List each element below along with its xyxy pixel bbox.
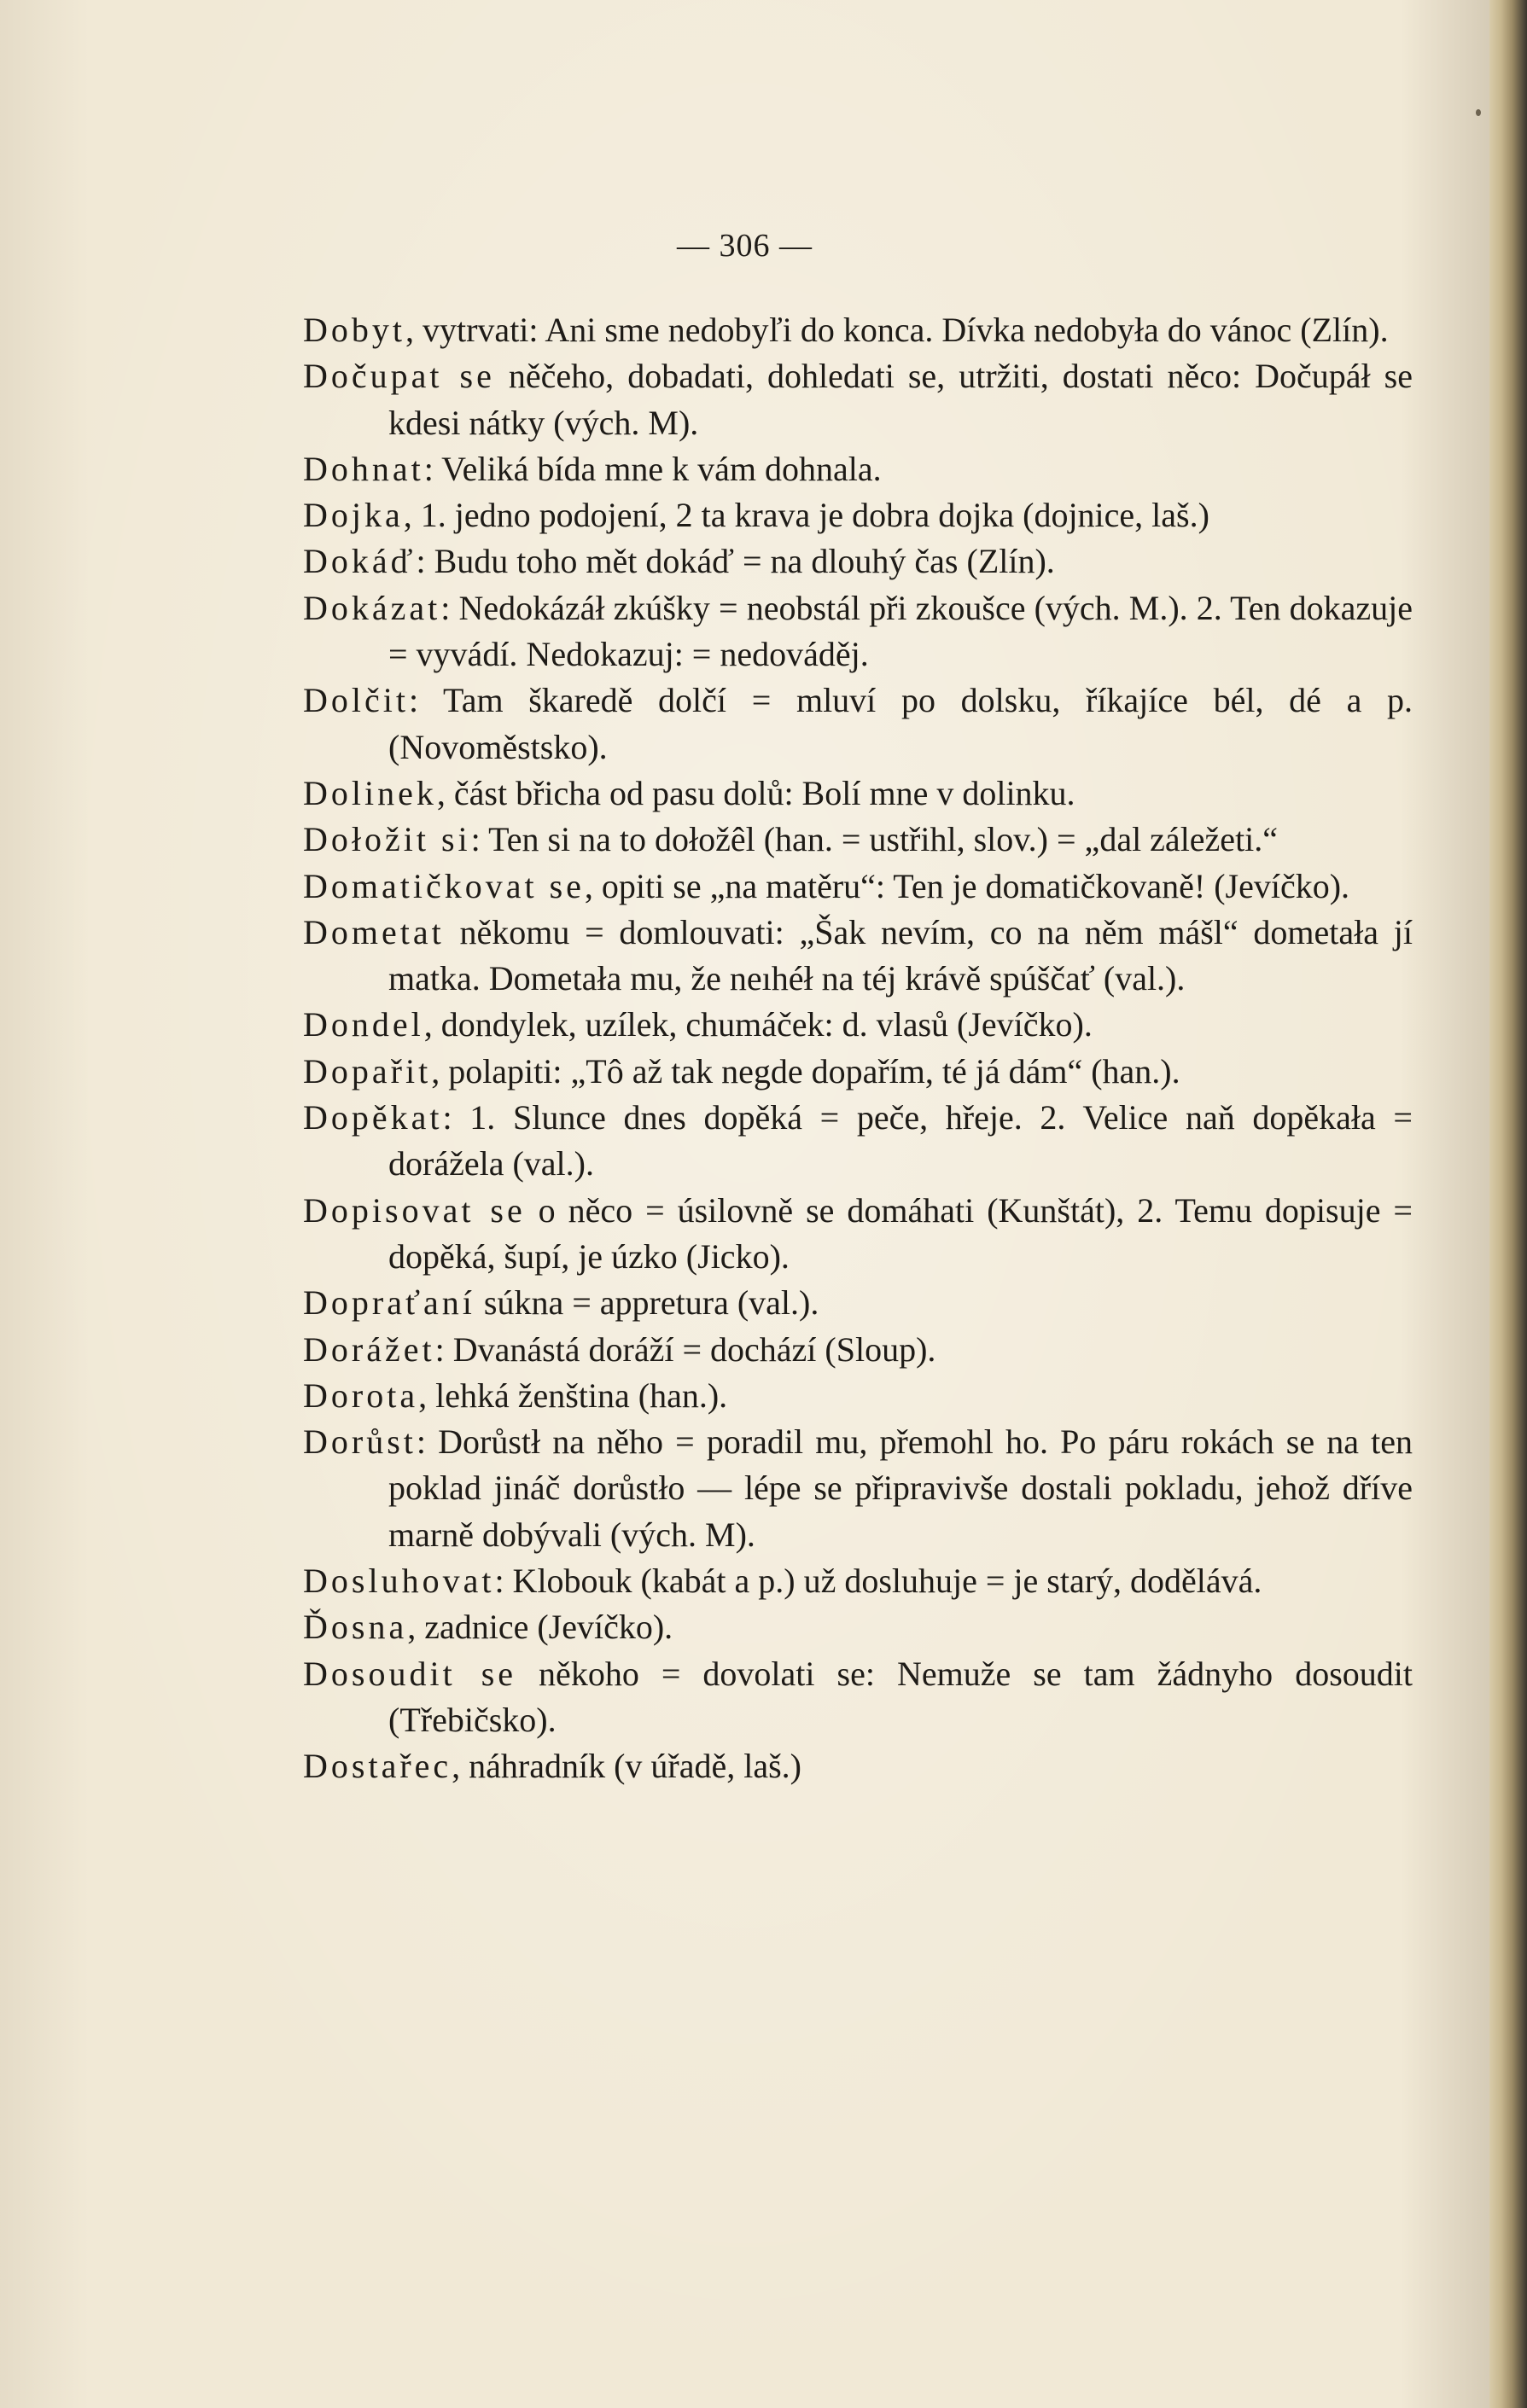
entry-headword: Dohnat	[303, 449, 424, 488]
entry-definition: , 1. jedno podojení, 2 ta krava je dobra dojka (dojnice, laš.)	[403, 496, 1209, 535]
entry-definition: , vytrvati: Ani sme nedobyľi do konca. Dívka nedobyła do vánoc (Zlín).	[405, 311, 1389, 349]
entry-definition: o něco = úsilovně se domáhati (Kunštát), 2. Temu dopisuje = dopěká, šupí, je úzko (Jicko).	[388, 1190, 1413, 1276]
entry-definition: , zadnice (Jevíčko).	[407, 1608, 673, 1647]
dictionary-entry	[303, 1280, 1413, 1326]
entry-definition: , část břicha od pasu dolů: Bolí mne v dolinku.	[436, 773, 1075, 812]
entry-definition: , náhradník (v úřadě, laš.)	[452, 1747, 801, 1786]
entry-definition: : Budu toho mět dokáď = na dlouhý čas (Zlín).	[416, 542, 1055, 581]
page-number: — 306 —	[677, 228, 813, 264]
dictionary-entries	[303, 307, 1413, 1790]
entry-definition: někoho = dovolati se: Nemuže se tam žádnyho dosoudit (Třebičsko).	[388, 1654, 1413, 1739]
entry-headword: Dobyt	[303, 311, 405, 349]
entry-definition: súkna = appretura (val.).	[475, 1283, 819, 1323]
entry-headword: Dojka	[303, 496, 404, 535]
entry-definition: : Klobouk (kabát a p.) už dosluhuje = je starý, dodělává.	[494, 1562, 1262, 1601]
dictionary-entry	[303, 1373, 1413, 1419]
dictionary-entry	[303, 678, 1413, 771]
entry-headword: Dopisovat se	[303, 1190, 526, 1230]
dictionary-entry	[303, 1095, 1413, 1188]
entry-headword: Ďosna	[303, 1608, 408, 1647]
dictionary-entry	[303, 864, 1413, 910]
dictionary-entry	[303, 353, 1413, 446]
entry-definition: : Tam škaredě dolčí = mluví po dolsku, říkajíce bél, dé a p. (Novoměstsko).	[388, 681, 1413, 766]
dictionary-entry	[303, 1419, 1413, 1558]
entry-definition: , polapiti: „Tô až tak negde dopařím, té já dám“ (han.).	[431, 1051, 1180, 1091]
entry-headword: Dorážet	[303, 1329, 435, 1369]
dictionary-entry	[303, 1049, 1413, 1095]
entry-headword: Domatičkovat se	[303, 866, 585, 905]
dictionary-entry	[303, 1188, 1413, 1281]
entry-headword: Dolinek	[303, 773, 437, 812]
entry-headword: Dometat	[303, 912, 445, 951]
entry-headword: Dosoudit se	[303, 1654, 517, 1693]
dictionary-entry	[303, 1604, 1413, 1650]
dictionary-entry	[303, 446, 1413, 492]
entry-headword: Dorota	[303, 1376, 419, 1415]
entry-headword: Dołožit si	[303, 820, 471, 859]
entry-headword: Dokázat	[303, 588, 441, 627]
dictionary-entry	[303, 910, 1413, 1003]
entry-definition: , dondylek, uzílek, chumáček: d. vlasů (Jevíčko).	[423, 1005, 1093, 1044]
entry-headword: Dosluhovat	[303, 1562, 495, 1601]
dictionary-entry	[303, 817, 1413, 863]
page-edge-shadow	[1489, 0, 1527, 2408]
dictionary-entry	[303, 1002, 1413, 1048]
entry-headword: Dorůst	[303, 1422, 417, 1462]
entry-definition: něčeho, dobadati, dohledati se, utržiti, dostati něco: Dočupáł se kdesi nátky (vých. M).	[388, 357, 1413, 442]
entry-headword: Dopraťaní	[303, 1283, 475, 1323]
entry-definition: : Nedokázáł zkúšky = neobstál při zkoušce (vých. M.). 2. Ten dokazuje = vyvádí. Nedokazuj: = nedováděj.	[388, 588, 1413, 674]
entry-definition: , opiti se „na matěru“: Ten je domatičkovaně! (Jevíčko).	[584, 866, 1350, 905]
entry-definition: : Veliká bída mne k vám dohnala.	[423, 449, 882, 488]
entry-headword: Dopěkat	[303, 1098, 443, 1137]
entry-headword: Dopařit	[303, 1051, 432, 1091]
dictionary-entry	[303, 307, 1413, 353]
dictionary-entry	[303, 1743, 1413, 1789]
dictionary-entry	[303, 585, 1413, 678]
entry-definition: : Dvanástá doráží = dochází (Sloup).	[434, 1329, 936, 1369]
entry-headword: Dostařec	[303, 1747, 452, 1786]
paper-speck	[1476, 109, 1481, 116]
dictionary-entry	[303, 538, 1413, 585]
entry-definition: někomu = domlouvati: „Šak nevím, co na něm mášl“ dometała jí matka. Dometała mu, že neıhéł na téj krávě spúščať (val.).	[388, 912, 1413, 998]
entry-definition: , lehká ženština (han.).	[418, 1376, 728, 1415]
entry-headword: Dokáď	[303, 542, 417, 581]
entry-headword: Dočupat se	[303, 357, 495, 396]
dictionary-entry	[303, 1651, 1413, 1744]
dictionary-entry	[303, 492, 1413, 538]
entry-headword: Dolčit	[303, 681, 409, 720]
dictionary-entry	[303, 1327, 1413, 1373]
entry-definition: : Ten si na to dołožêl (han. = ustřihl, slov.) = „dal záležeti.“	[470, 820, 1279, 859]
entry-definition: : 1. Slunce dnes dopěká = peče, hřeje. 2. Velice naň dopěkała = dorážela (val.).	[388, 1098, 1413, 1184]
dictionary-entry	[303, 1558, 1413, 1604]
entry-headword: Dondel	[303, 1005, 424, 1044]
dictionary-entry	[303, 771, 1413, 817]
entry-definition: : Dorůstł na něho = poradil mu, přemohl ho. Po páru rokách se na ten poklad jináč dorůstło — lépe se připravivše dostali pokladu, jehož dříve marně dobývali (vých. M).	[388, 1422, 1413, 1554]
